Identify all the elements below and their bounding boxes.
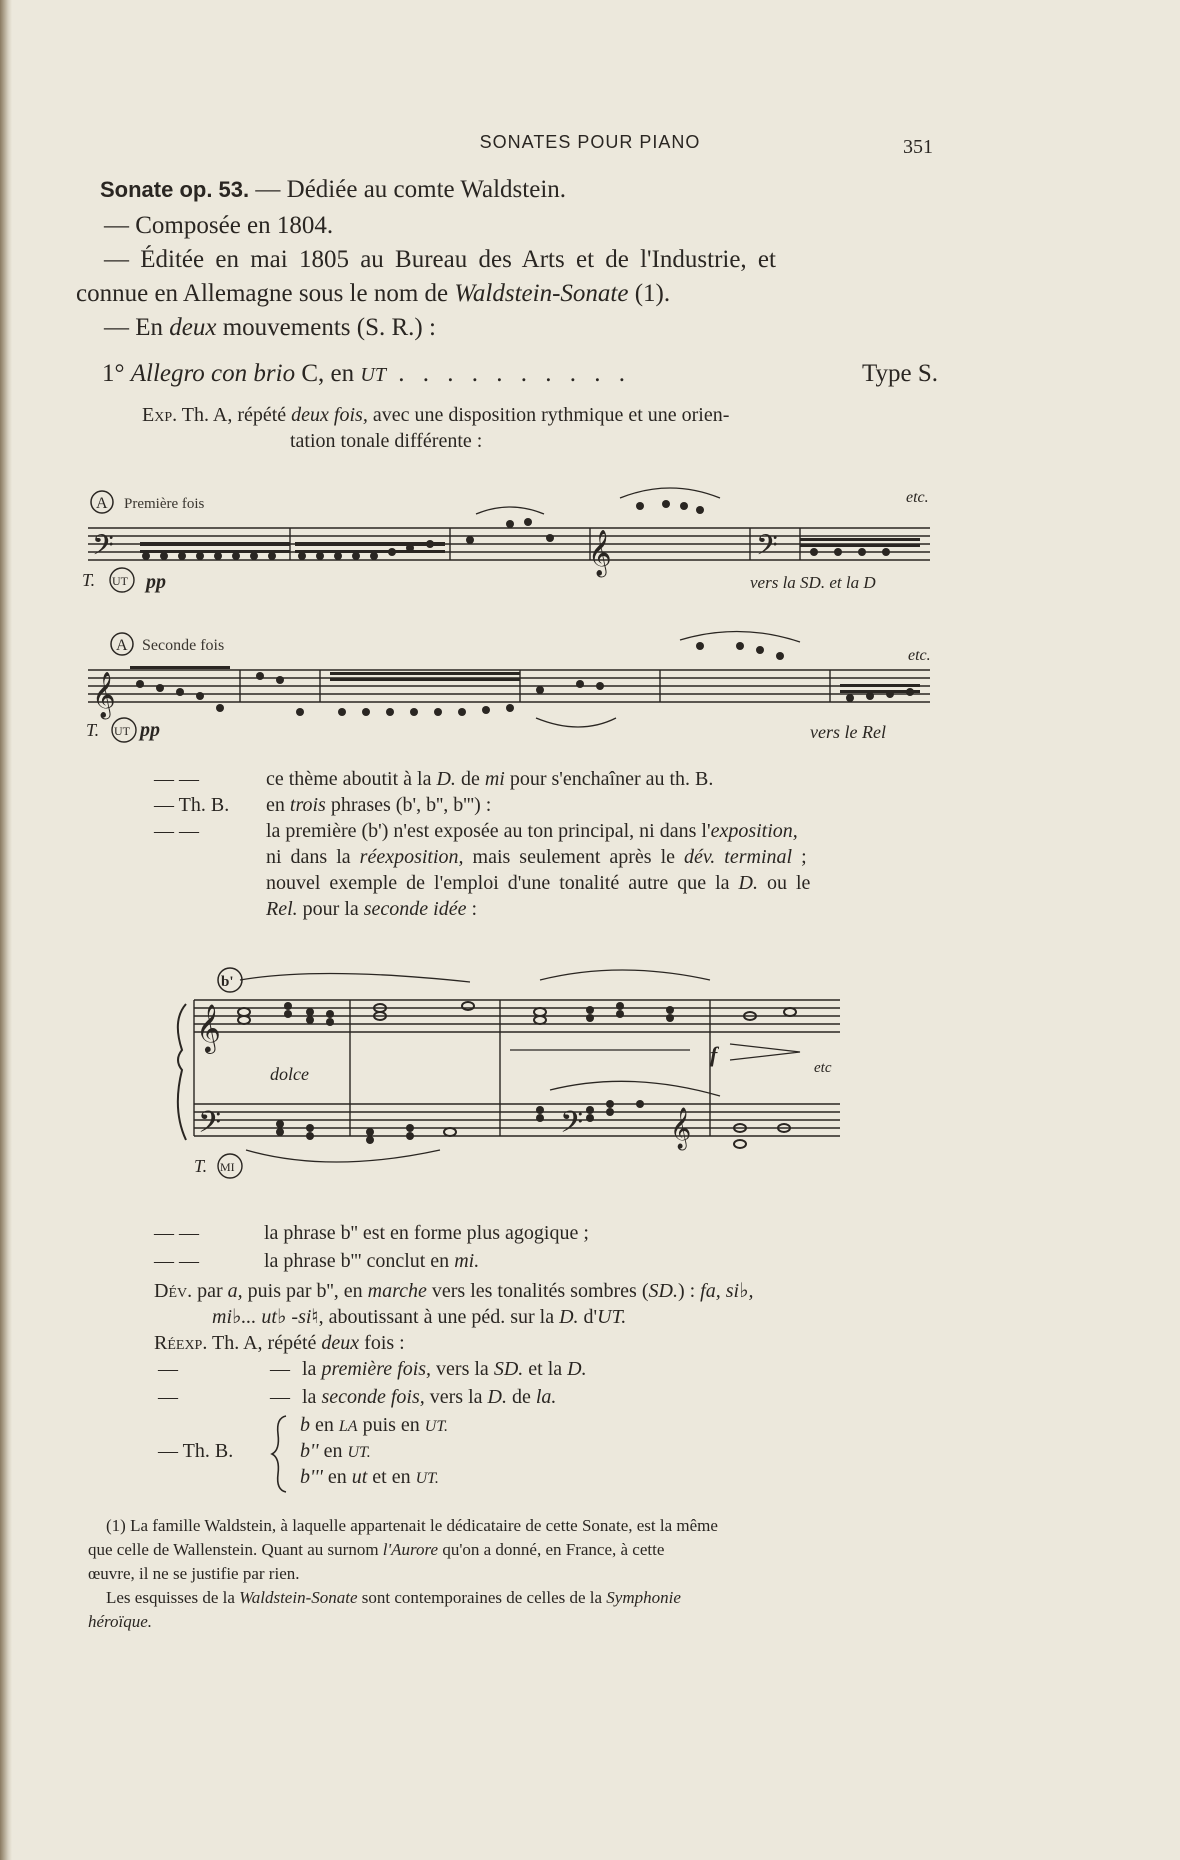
svg-text:𝄞: 𝄞 bbox=[588, 530, 612, 576]
text: par bbox=[192, 1280, 228, 1302]
text: Dév. bbox=[154, 1280, 193, 1302]
dash: — — bbox=[154, 820, 199, 842]
svg-text:𝄞: 𝄞 bbox=[92, 672, 116, 718]
sonata-title-line bbox=[100, 176, 566, 204]
text: 1° bbox=[102, 360, 131, 387]
text: de bbox=[506, 1386, 536, 1408]
text: mi♭... ut♭ -si♮ bbox=[212, 1306, 319, 1328]
text: deux fois, bbox=[291, 404, 368, 426]
text: connue en Allemagne sous le nom de bbox=[76, 280, 455, 307]
text-line bbox=[300, 1466, 439, 1489]
text: ni dans la bbox=[266, 846, 360, 868]
score-label: Seconde fois bbox=[142, 637, 225, 654]
text: ) : bbox=[677, 1280, 701, 1302]
dedication: — Dédiée au comte Waldstein. bbox=[249, 176, 567, 203]
svg-text:𝄢: 𝄢 bbox=[756, 529, 778, 569]
tempo: Allegro con brio bbox=[130, 360, 296, 387]
text: la première (b') n'est exposée au ton principal, ni dans l' bbox=[266, 820, 711, 842]
etc-mark: etc. bbox=[908, 647, 931, 664]
footnote-line: héroïque. bbox=[88, 1612, 153, 1631]
text: en bbox=[318, 1440, 348, 1462]
text: trois bbox=[289, 794, 326, 816]
text: D. bbox=[738, 872, 758, 894]
composition-date: — Composée en 1804. bbox=[104, 212, 334, 239]
text: qu'on a donné, en France, à cette bbox=[438, 1540, 665, 1559]
key-circle: MI bbox=[220, 1160, 235, 1174]
text: UT. bbox=[424, 1418, 449, 1435]
form-type: Type S. bbox=[861, 360, 938, 387]
score-direction: vers le Rel bbox=[810, 722, 886, 742]
text-line bbox=[154, 1278, 754, 1303]
text: UT. bbox=[347, 1444, 371, 1461]
text: D. bbox=[567, 1358, 587, 1380]
text: que celle de Wallenstein. Quant au surnom bbox=[88, 1540, 383, 1559]
tonic-label: T. bbox=[86, 720, 100, 740]
text: LA bbox=[338, 1418, 358, 1435]
text-line bbox=[266, 794, 491, 817]
text: b''' bbox=[300, 1466, 323, 1488]
footnote-line bbox=[88, 1540, 664, 1560]
text-line: la phrase b'' est en forme plus agogique ; bbox=[264, 1222, 589, 1244]
text: b bbox=[300, 1414, 310, 1436]
text: la bbox=[302, 1386, 322, 1408]
footnote-line: (1) La famille Waldstein, à laquelle appartenait le dédicataire de cette Sonate, est la même bbox=[106, 1516, 718, 1535]
dash: — — bbox=[154, 1222, 199, 1244]
edition-line-2 bbox=[76, 280, 670, 308]
exposition-line-2: tation tonale différente : bbox=[290, 430, 483, 452]
text-line bbox=[264, 1250, 479, 1273]
text: D. bbox=[559, 1306, 579, 1328]
theme-mark: A bbox=[96, 495, 108, 512]
text: deux bbox=[169, 314, 217, 341]
text: la bbox=[302, 1358, 322, 1380]
text: Th. A, répété bbox=[177, 404, 292, 426]
text: b'' bbox=[300, 1440, 319, 1462]
dash: — — bbox=[154, 768, 199, 790]
tonic-label: T. bbox=[82, 570, 96, 590]
dynamic: pp bbox=[146, 571, 166, 593]
svg-text:𝄞: 𝄞 bbox=[670, 1108, 692, 1149]
text: C, en bbox=[295, 360, 361, 387]
text: et en bbox=[367, 1466, 416, 1488]
text: puis par b'', en bbox=[242, 1280, 368, 1302]
brace bbox=[268, 1414, 292, 1494]
key-circle: UT bbox=[114, 724, 130, 738]
text: la phrase b''' conclut en bbox=[264, 1250, 455, 1272]
text: Th. A, répété bbox=[207, 1332, 322, 1354]
text: Réexp. bbox=[154, 1332, 208, 1354]
note-group bbox=[140, 538, 920, 553]
text: , aboutissant à une péd. sur la bbox=[318, 1306, 560, 1328]
text: mi bbox=[484, 768, 505, 790]
text-line bbox=[154, 1332, 405, 1355]
text: de bbox=[455, 768, 485, 790]
text: première fois, bbox=[321, 1358, 432, 1380]
text: ce thème aboutit à la bbox=[266, 768, 437, 790]
text-line bbox=[302, 1386, 556, 1409]
text: deux bbox=[321, 1332, 360, 1354]
text: pour s'enchaîner au th. B. bbox=[504, 768, 714, 790]
dash: — bbox=[270, 1386, 290, 1408]
text: SD. bbox=[648, 1280, 678, 1302]
edition-line: — Éditée en mai 1805 au Bureau des Arts et de l'Industrie, et bbox=[104, 246, 776, 273]
music-example-2 bbox=[80, 626, 940, 756]
text: avec une disposition rythmique et une orien- bbox=[367, 404, 730, 426]
text: d' bbox=[578, 1306, 598, 1328]
running-header: SONATES POUR PIANO bbox=[479, 132, 701, 152]
text: vers la bbox=[431, 1358, 494, 1380]
text: la. bbox=[535, 1386, 557, 1408]
text: phrases (b', b'', b''') : bbox=[325, 794, 492, 816]
text: Exp. bbox=[142, 404, 178, 426]
dash: — bbox=[270, 1358, 290, 1380]
text: fa, si♭, bbox=[700, 1280, 754, 1302]
svg-text:𝄢: 𝄢 bbox=[198, 1106, 222, 1147]
text: D. bbox=[487, 1386, 507, 1408]
italic-title: Waldstein-Sonate bbox=[454, 280, 629, 307]
text: exposition, bbox=[710, 820, 798, 842]
text-line bbox=[302, 1358, 587, 1381]
score-label: Première fois bbox=[124, 496, 205, 512]
text: mais seulement après le bbox=[463, 846, 685, 868]
svg-text:𝄢: 𝄢 bbox=[92, 529, 114, 569]
text: SD. bbox=[493, 1358, 524, 1380]
text: l'Aurore bbox=[382, 1540, 439, 1559]
text-line bbox=[266, 846, 807, 869]
etc-mark: etc. bbox=[906, 489, 929, 506]
dynamic: pp bbox=[140, 719, 160, 741]
text: ut bbox=[351, 1466, 368, 1488]
text: réexposition, bbox=[359, 846, 464, 868]
svg-text:𝄢: 𝄢 bbox=[560, 1106, 584, 1147]
page-number: 351 bbox=[903, 136, 933, 158]
text: puis en bbox=[357, 1414, 425, 1436]
text: Symphonie bbox=[606, 1588, 681, 1607]
text: a, bbox=[227, 1280, 243, 1302]
movements-line bbox=[104, 314, 436, 342]
text: seconde fois, bbox=[321, 1386, 425, 1408]
text: en bbox=[266, 794, 290, 816]
forte-mark: f bbox=[710, 1042, 718, 1067]
etc-mark: etc bbox=[814, 1060, 832, 1076]
text: et la bbox=[523, 1358, 568, 1380]
text: dév. terminal bbox=[684, 846, 793, 868]
dash: — bbox=[158, 1386, 178, 1408]
dash: — — bbox=[154, 1250, 199, 1272]
text-line bbox=[266, 768, 713, 791]
text-line bbox=[212, 1304, 626, 1329]
text: ou le bbox=[757, 872, 811, 894]
text-line bbox=[266, 820, 798, 843]
footnote-line bbox=[106, 1588, 681, 1608]
text: nouvel exemple de l'emploi d'une tonalité autre que la bbox=[266, 872, 739, 894]
tonic-label: T. bbox=[194, 1156, 208, 1176]
text: mi. bbox=[454, 1250, 480, 1272]
text: vers la bbox=[424, 1386, 488, 1408]
score-direction: vers la SD. et la D bbox=[750, 573, 876, 592]
dynamic: dolce bbox=[270, 1064, 309, 1084]
music-example-1 bbox=[80, 478, 940, 608]
text: vers les tonalités sombres ( bbox=[426, 1280, 649, 1302]
text: : bbox=[466, 898, 478, 920]
text: (1). bbox=[628, 280, 671, 307]
text: — En bbox=[104, 314, 170, 341]
text: en bbox=[310, 1414, 339, 1436]
sonata-title: Sonate op. 53. bbox=[100, 177, 250, 202]
text: Waldstein-Sonate bbox=[239, 1588, 358, 1607]
text: Rel. bbox=[266, 898, 298, 920]
text: seconde idée bbox=[363, 898, 467, 920]
text: D. bbox=[436, 768, 456, 790]
text: pour la bbox=[297, 898, 364, 920]
key: UT bbox=[360, 364, 386, 386]
text-line bbox=[266, 898, 477, 921]
theme-mark: A bbox=[116, 637, 128, 654]
text-line bbox=[300, 1414, 448, 1437]
text: UT. bbox=[415, 1470, 439, 1487]
movement-1-line bbox=[102, 360, 938, 388]
svg-text:𝄞: 𝄞 bbox=[196, 1003, 221, 1052]
theme-mark: b' bbox=[221, 974, 234, 990]
dash: — bbox=[158, 1358, 178, 1380]
text: ; bbox=[792, 846, 807, 868]
text: en bbox=[322, 1466, 352, 1488]
key-circle: UT bbox=[112, 574, 128, 588]
text: Les esquisses de la bbox=[106, 1588, 240, 1607]
page-binding-edge bbox=[0, 0, 12, 1860]
music-example-3 bbox=[170, 960, 860, 1188]
footnote-line: œuvre, il ne se justifie par rien. bbox=[88, 1564, 300, 1583]
text-line bbox=[300, 1440, 371, 1463]
text: mouvements (S. R.) : bbox=[216, 314, 436, 341]
exposition-line bbox=[142, 404, 729, 427]
dash: — Th. B. bbox=[158, 1440, 234, 1462]
text: fois : bbox=[359, 1332, 405, 1354]
text-line bbox=[266, 872, 810, 895]
text: sont contemporaines de celles de la bbox=[357, 1588, 607, 1607]
leader-dots: . . . . . . . . . . bbox=[385, 360, 631, 387]
text: marche bbox=[367, 1280, 427, 1302]
dash: — Th. B. bbox=[154, 794, 230, 816]
text: UT. bbox=[597, 1306, 627, 1328]
